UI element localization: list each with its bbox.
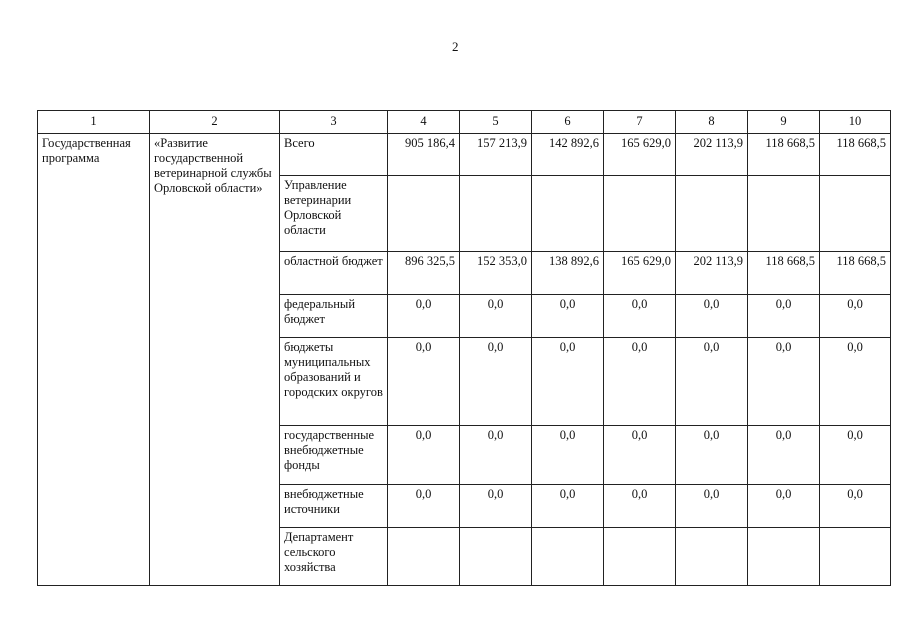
- value-cell: 0,0: [532, 338, 604, 426]
- header-row: [38, 111, 891, 134]
- value-cell: 0,0: [748, 485, 820, 528]
- value-cell: 0,0: [388, 295, 460, 338]
- table-row: [38, 134, 891, 176]
- value-cell: 165 629,0: [604, 252, 676, 295]
- value-cell: 0,0: [388, 426, 460, 485]
- value-cell: 0,0: [460, 338, 532, 426]
- value-cell: 142 892,6: [532, 134, 604, 176]
- value-cell: [460, 528, 532, 586]
- value-cell: 0,0: [460, 295, 532, 338]
- value-cell: 0,0: [748, 338, 820, 426]
- column-header: 6: [532, 111, 604, 134]
- value-cell: 896 325,5: [388, 252, 460, 295]
- row-label: областной бюджет: [280, 252, 388, 295]
- row-label: Всего: [280, 134, 388, 176]
- row-label: федеральный бюджет: [280, 295, 388, 338]
- value-cell: 905 186,4: [388, 134, 460, 176]
- value-cell: 152 353,0: [460, 252, 532, 295]
- value-cell: 0,0: [820, 485, 891, 528]
- value-cell: 0,0: [820, 295, 891, 338]
- program-name-cell: «Развитие государственной ветеринарной службы Орловской области»: [150, 134, 280, 586]
- page-number: 2: [452, 39, 459, 54]
- row-label: Управление ветеринарии Орловской области: [280, 176, 388, 252]
- row-label: Департамент сельского хозяйства: [280, 528, 388, 586]
- row-label: государственные внебюджетные фонды: [280, 426, 388, 485]
- value-cell: 0,0: [748, 295, 820, 338]
- column-header: 3: [280, 111, 388, 134]
- value-cell: 118 668,5: [748, 134, 820, 176]
- value-cell: [388, 528, 460, 586]
- value-cell: [388, 176, 460, 252]
- value-cell: [532, 528, 604, 586]
- value-cell: 118 668,5: [820, 252, 891, 295]
- value-cell: 118 668,5: [748, 252, 820, 295]
- budget-table: [37, 110, 891, 586]
- value-cell: [460, 176, 532, 252]
- value-cell: 0,0: [388, 485, 460, 528]
- value-cell: 0,0: [676, 485, 748, 528]
- value-cell: 0,0: [676, 426, 748, 485]
- row-label: бюджеты муниципальных образований и городских округов: [280, 338, 388, 426]
- value-cell: 0,0: [820, 338, 891, 426]
- value-cell: 0,0: [604, 338, 676, 426]
- value-cell: 0,0: [604, 295, 676, 338]
- value-cell: [604, 528, 676, 586]
- column-header: 5: [460, 111, 532, 134]
- value-cell: [748, 528, 820, 586]
- value-cell: 0,0: [460, 485, 532, 528]
- value-cell: [820, 176, 891, 252]
- value-cell: 0,0: [748, 426, 820, 485]
- value-cell: 0,0: [532, 295, 604, 338]
- value-cell: 0,0: [820, 426, 891, 485]
- value-cell: [676, 528, 748, 586]
- row-label: внебюджетные источники: [280, 485, 388, 528]
- column-header: 4: [388, 111, 460, 134]
- value-cell: 0,0: [388, 338, 460, 426]
- value-cell: 157 213,9: [460, 134, 532, 176]
- column-header: 10: [820, 111, 891, 134]
- value-cell: 0,0: [460, 426, 532, 485]
- program-type-cell: Государственная программа: [38, 134, 150, 586]
- value-cell: [820, 528, 891, 586]
- column-header: 8: [676, 111, 748, 134]
- column-header: 1: [38, 111, 150, 134]
- value-cell: 0,0: [532, 426, 604, 485]
- value-cell: 0,0: [676, 338, 748, 426]
- value-cell: 0,0: [676, 295, 748, 338]
- value-cell: 0,0: [604, 485, 676, 528]
- value-cell: 202 113,9: [676, 134, 748, 176]
- value-cell: [676, 176, 748, 252]
- column-header: 2: [150, 111, 280, 134]
- column-header: 7: [604, 111, 676, 134]
- value-cell: 0,0: [604, 426, 676, 485]
- value-cell: 138 892,6: [532, 252, 604, 295]
- value-cell: 0,0: [532, 485, 604, 528]
- value-cell: 118 668,5: [820, 134, 891, 176]
- value-cell: [748, 176, 820, 252]
- value-cell: 202 113,9: [676, 252, 748, 295]
- value-cell: 165 629,0: [604, 134, 676, 176]
- value-cell: [604, 176, 676, 252]
- column-header: 9: [748, 111, 820, 134]
- value-cell: [532, 176, 604, 252]
